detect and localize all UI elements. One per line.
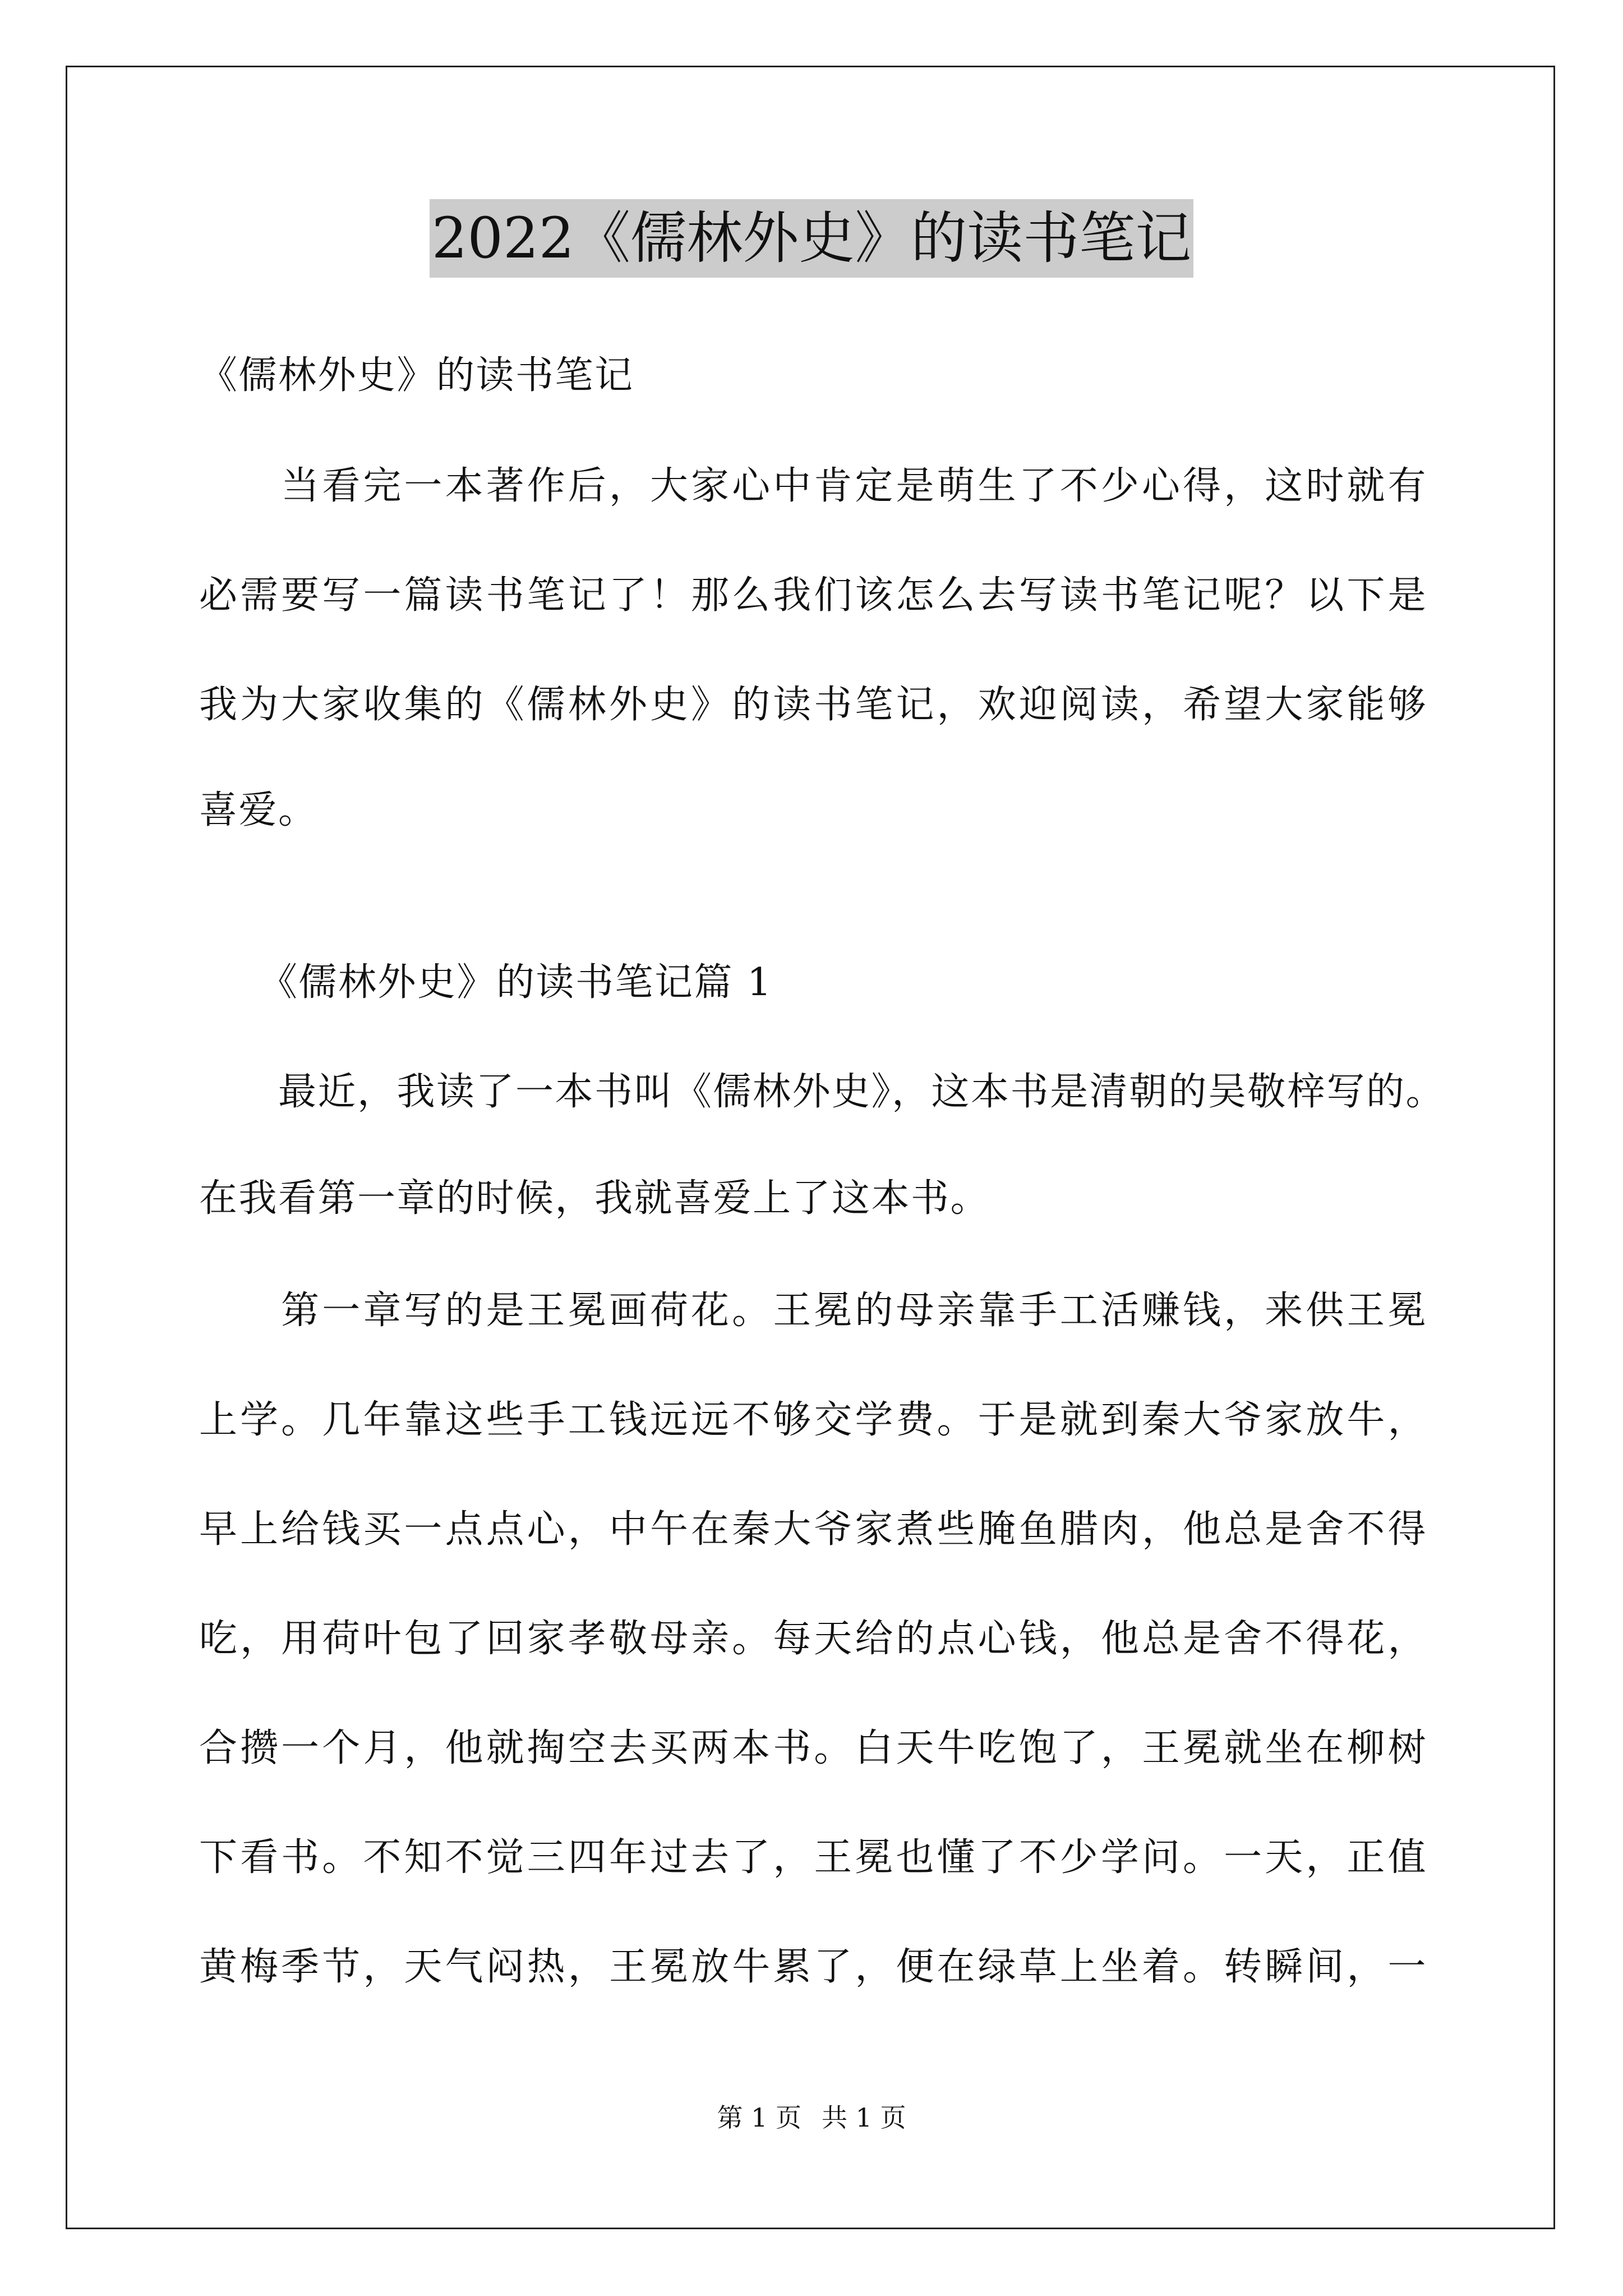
paragraph-line: 下看书。不知不觉三四年过去了，王冕也懂了不少学问。一天，正值 xyxy=(199,1835,1427,1880)
intro-line: 我为大家收集的《儒林外史》的读书笔记，欢迎阅读，希望大家能够 xyxy=(199,683,1427,727)
paragraph-line: 合攒一个月，他就掏空去买两本书。白天牛吃饱了，王冕就坐在柳树 xyxy=(199,1726,1427,1770)
paragraph-line: 早上给钱买一点点心，中午在秦大爷家煮些腌鱼腊肉，他总是舍不得 xyxy=(199,1507,1427,1552)
intro-line: 必需要写一篇读书笔记了！那么我们该怎么去写读书笔记呢？以下是 xyxy=(199,573,1427,618)
paragraph-line: 第一章写的是王冕画荷花。王冕的母亲靠手工活赚钱，来供王冕 xyxy=(199,1289,1427,1333)
paragraph-line: 上学。几年靠这些手工钱远远不够交学费。于是就到秦大爷家放牛， xyxy=(199,1398,1427,1442)
paragraph-line: 吃，用荷叶包了回家孝敬母亲。每天给的点心钱，他总是舍不得花， xyxy=(199,1617,1427,1661)
document-subtitle: 《儒林外史》的读书笔记 xyxy=(199,353,634,398)
section-heading: 《儒林外史》的读书笔记篇 1 xyxy=(199,960,773,1005)
page-footer xyxy=(0,2101,1623,2134)
paragraph-line: 黄梅季节，天气闷热，王冕放牛累了，便在绿草上坐着。转瞬间，一 xyxy=(199,1945,1427,1989)
paragraph-line: 最近，我读了一本书叫《儒林外史》，这本书是清朝的吴敬梓写的。 xyxy=(199,1070,1446,1114)
document-title: 2022《儒林外史》的读书笔记 xyxy=(430,199,1194,278)
intro-line: 当看完一本著作后，大家心中肯定是萌生了不少心得，这时就有 xyxy=(199,464,1427,508)
page-number: 第 1 页 xyxy=(717,2102,801,2133)
title-container xyxy=(0,199,1623,278)
page-total: 共 1 页 xyxy=(822,2102,906,2133)
intro-line: 喜爱。 xyxy=(199,788,318,832)
paragraph-line: 在我看第一章的时候，我就喜爱上了这本书。 xyxy=(199,1176,990,1221)
